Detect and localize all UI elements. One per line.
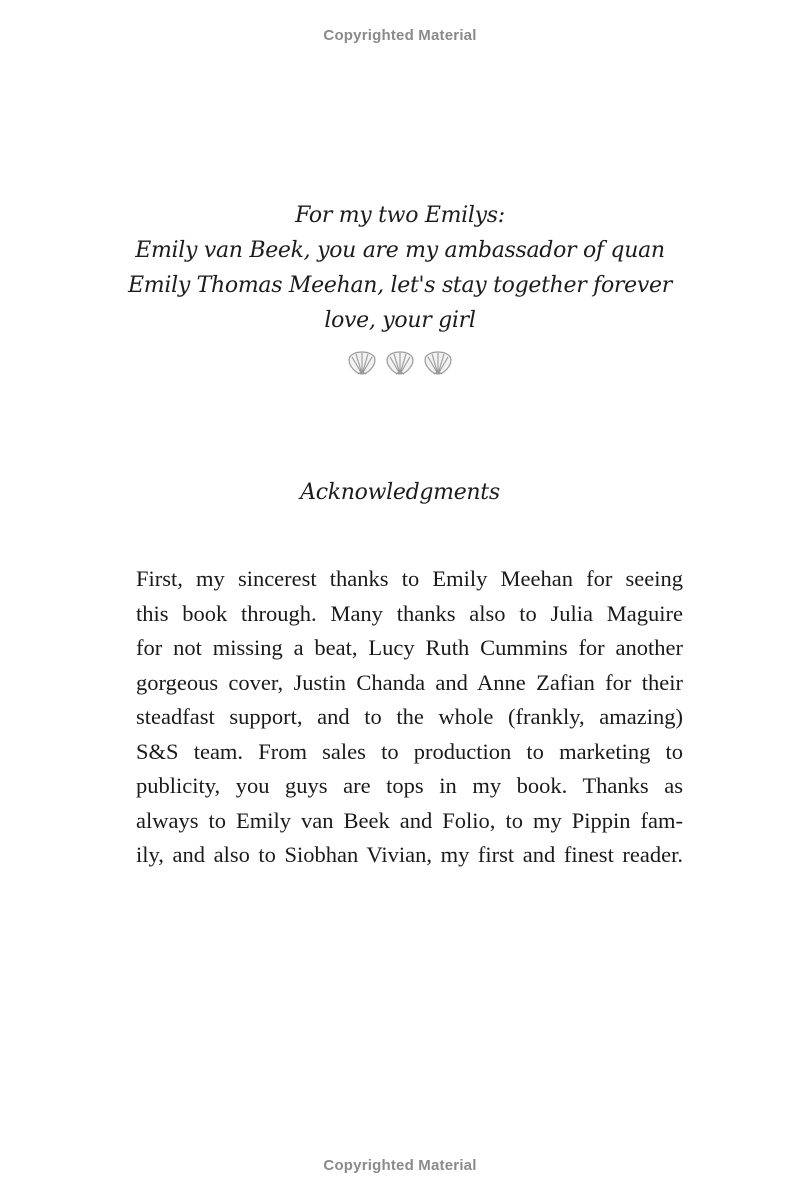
body-line: always to Emily van Beek and Folio, to my Pippin fam- <box>136 807 683 833</box>
body-line: First, my sincerest thanks to Emily Meehan for seeing <box>136 566 683 591</box>
body-line: ily, and also to Siobhan Vivian, my first and finest reader. <box>136 842 683 867</box>
body-line: S&S team. From sales to production to marketing to <box>136 738 683 764</box>
acknowledgments-heading: Acknowledgments <box>300 480 500 505</box>
acknowledgments-body <box>136 562 683 873</box>
dedication <box>100 198 700 338</box>
dedication-line: Emily Thomas Meehan, let's stay together forever <box>128 273 672 298</box>
dedication-line: Emily van Beek, you are my ambassador of quan <box>135 238 665 263</box>
body-line: publicity, you guys are tops in my book. Thanks as <box>136 773 683 798</box>
body-line: steadfast support, and to the whole (frankly, amazing) <box>136 704 683 729</box>
body-line: gorgeous cover, Justin Chanda and Anne Zafian for their <box>136 669 683 695</box>
seashell-ornament <box>0 350 800 376</box>
body-line: for not missing a beat, Lucy Ruth Cummins for another <box>136 635 683 660</box>
copyright-watermark-bottom: Copyrighted Material <box>323 1157 477 1174</box>
copyright-watermark-top: Copyrighted Material <box>323 27 477 44</box>
dedication-line: love, your girl <box>324 308 476 333</box>
body-line: this book through. Many thanks also to Julia Maguire <box>136 600 683 626</box>
seashell-icon <box>347 350 377 376</box>
seashell-icon <box>423 350 453 376</box>
dedication-line: For my two Emilys: <box>295 203 505 228</box>
seashell-icon <box>385 350 415 376</box>
